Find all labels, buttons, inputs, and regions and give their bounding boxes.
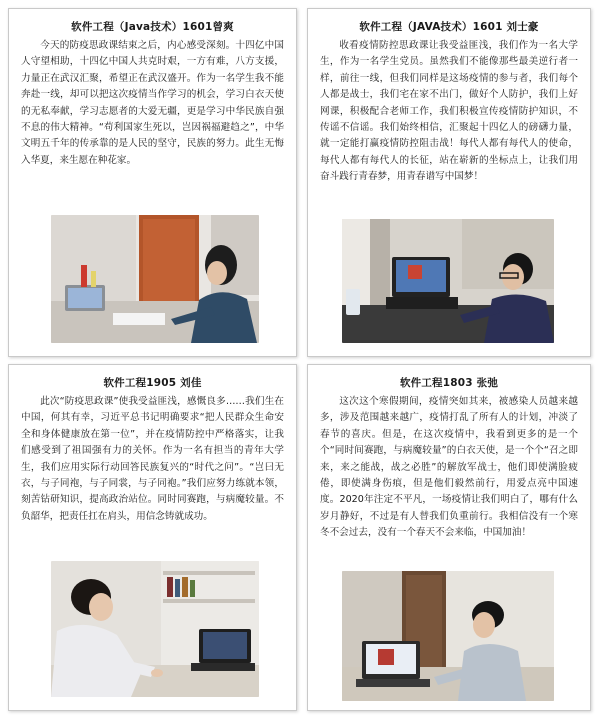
card-title: 软件工程1803 张弛	[399, 377, 499, 389]
student-study-photo	[51, 215, 259, 343]
student-card-zeng-shuang	[8, 8, 297, 357]
student-study-photo	[51, 561, 259, 697]
student-card-liu-shihao	[307, 8, 591, 357]
card-title: 软件工程（JAVA技术）1601 刘士豪	[359, 21, 539, 33]
card-body-text: 今天的防疫思政课结束之后，内心感受深刻。十四亿中国人守望相助，十四亿中国人共克时艰，一方有难，八方支援，力量正在武汉汇聚，希望正在武汉盛开。作为一名学生我不能奔赴一线，却可以把这次疫情当作学习的机会，学习白衣天使的无私奉献，学习志愿者的大爱无疆，更是学习中华民族自强不息的伟大精神。“苟利国家生死以，岂因祸福避趋之”，中华文明五千年的传承靠的是人民的坚守，民族的努力。此生无悔入华夏，来生愿在种花家。	[21, 40, 284, 166]
card-title: 软件工程（Java技术）1601曾爽	[71, 21, 234, 33]
card-body-text: 此次“防疫思政课”使我受益匪浅，感慨良多……我们生在中国，何其有幸，习近平总书记明确要求“把人民群众生命安全和身体健康放在第一位”，并在疫情防控中严格落实，让我们感受到了祖国强有力的关怀。作为一名有担当的青年大学生，我们应用实际行动回答民族复兴的“时代之问”。“岂曰无衣，与子同袍，与子同裳，与子同袍。”我们应努力练就本领，刻苦钻研知识，提高政治站位。同时同赛跑，与病魔较量。不负韶华，把责任扛在肩头，用信念铸就成功。	[21, 396, 284, 522]
student-study-photo	[342, 571, 554, 701]
card-body-text: 这次这个寒假期间，疫情突如其来，被感染人员越来越多，涉及范围越来越广，疫情打乱了所有人的计划，冲淡了春节的喜庆。但是，在这次疫情中，我看到更多的是一个个“同时间赛跑，与病魔较量”的白衣天使，是一个个“召之即来，来之能战，战之必胜”的解放军战士，他们即使满脸疲倦，即使满身伤痕，但是他们毅然前行，用爱点亮中国速度。2020年注定不平凡，一场疫情让我们明白了，哪有什么岁月静好，不过是有人替我们负重前行。我相信没有一个寒冬不会过去，没有一个春天不会来临，中国加油！	[320, 396, 578, 539]
card-title: 软件工程1905 刘佳	[103, 377, 202, 389]
student-study-photo	[342, 219, 554, 343]
card-body-text: 收看疫情防控思政课让我受益匪浅，我们作为一名大学生，作为一名学生党员。虽然我们不能像那些最美逆行者一样，前往一线，但我们同样是这场疫情的参与者，我们每个人都是战士，我们宅在家不出门，做好个人防护，我们上好网课，积极配合老师工作，我们积极宣传疫情防护知识，不传谣不信谣。我们始终相信，汇聚起十四亿人的磅礴力量，就一定能打赢疫情防控阻击战！每代人都有每代人的使命，每代人都有每代人的长征，站在崭新的坐标点上，让我们用奋斗践行青春梦，用青春谱写中国梦！	[320, 40, 578, 183]
student-card-zhang-chi	[307, 364, 591, 711]
student-card-liu-jia	[8, 364, 297, 711]
